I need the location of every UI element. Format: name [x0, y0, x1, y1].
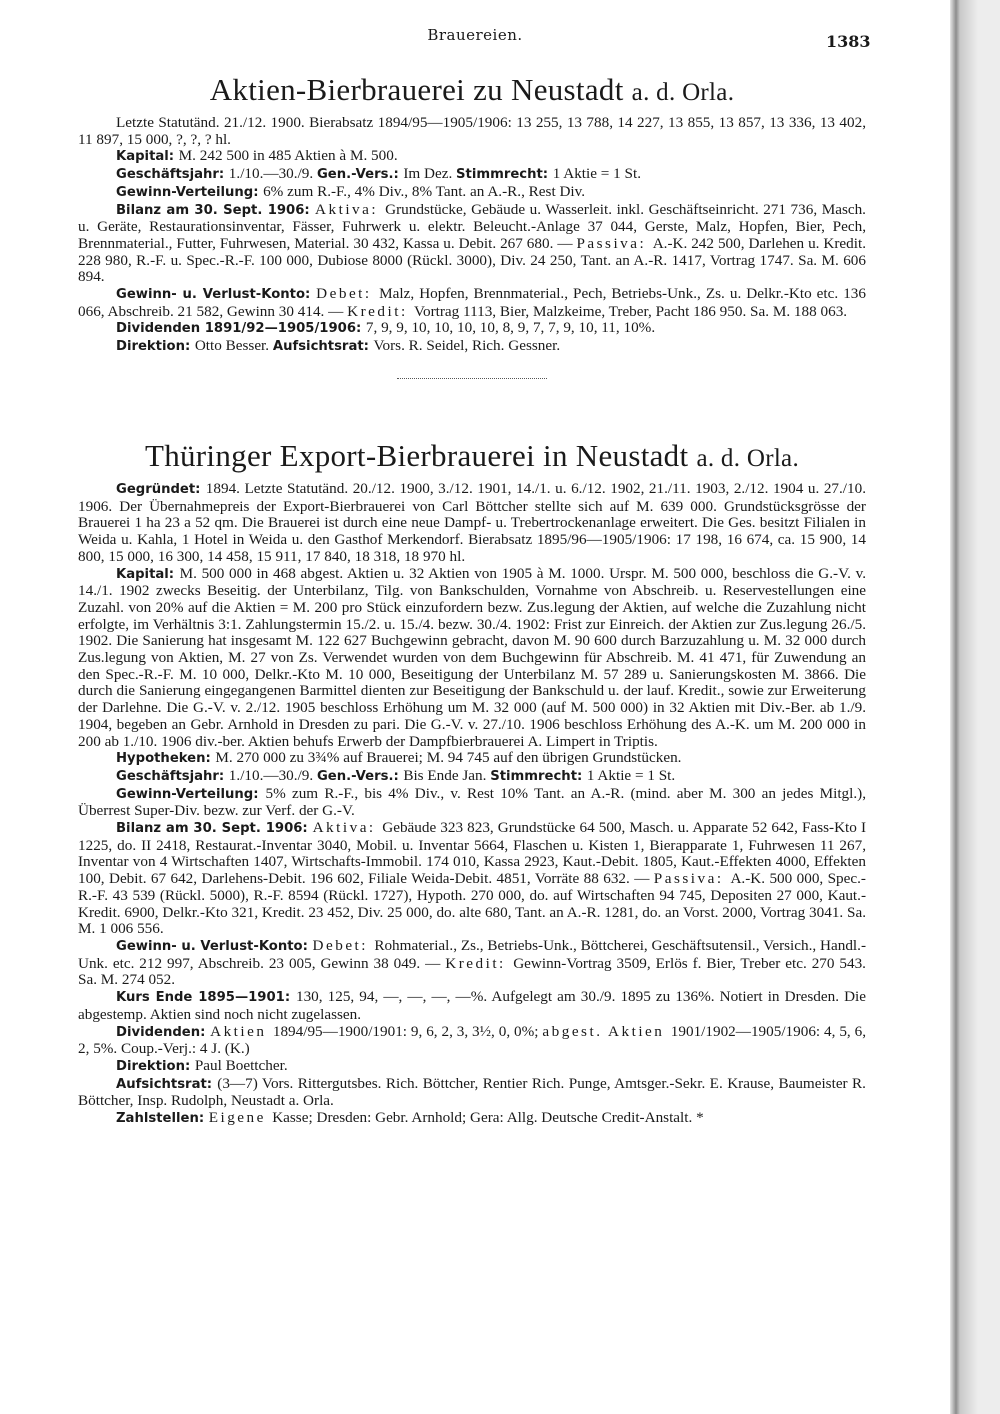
section-text: 1894/95—1900/1901: 9, 6, 2, 3, 3½, 0, 0%;	[272, 1022, 543, 1040]
entry-title-place: a. d. Orla.	[631, 79, 735, 106]
entry-paragraph	[78, 320, 866, 338]
section-label: Dividenden 1891/92—1905/1906:	[116, 321, 366, 337]
entry-paragraph	[78, 989, 866, 1023]
entry-paragraph	[78, 481, 866, 566]
spaced-label: Debet:	[312, 936, 375, 954]
spaced-label: Kredit:	[445, 954, 514, 972]
section-label: Gewinn- u. Verlust-Konto:	[116, 287, 317, 303]
section-text: Malz, Hopfen, Brennmaterial., Pech, Betriebs-Unk., Zs. u. Delkr.-Kto etc. 136 066, Abschreib. 21 582, Gewinn 30 414. —	[78, 285, 866, 320]
section-text: 5% zum R.-F., bis 4% Div., v. Rest 10% Tant. an A.-R. (mind. aber M. 300 an jedes Mitgl.), Überrest Super-Div. bezw. zur Verf. der G.-V.	[78, 784, 866, 820]
section-label: Zahlstellen:	[116, 1111, 209, 1127]
section-text: 1 Aktie = 1 St.	[552, 165, 641, 183]
section-label: Gewinn- u. Verlust-Konto:	[116, 938, 313, 954]
section-label: Direktion:	[116, 339, 195, 355]
section-label: Gen.-Vers.:	[316, 167, 404, 183]
section-label: Geschäftsjahr:	[116, 167, 229, 183]
spaced-label: Debet:	[316, 285, 380, 303]
entry-separator	[397, 378, 547, 379]
entry-paragraph	[78, 820, 866, 938]
section-label: Stimmrecht:	[490, 768, 587, 784]
section-text: Otto Besser.	[194, 337, 273, 355]
section-text: Kasse; Dresden: Gebr. Arnhold; Gera: Allg. Deutsche Credit-Anstalt. *	[272, 1109, 704, 1127]
section-label: Stimmrecht:	[456, 167, 553, 183]
section-text: 1901/1902—1905/1906: 4, 5, 6, 2, 5%. Coup.-Verj.: 4 J. (K.)	[78, 1022, 866, 1058]
entry-paragraph	[78, 184, 866, 202]
section-text: Paul Boettcher.	[194, 1056, 288, 1074]
section-text: 1./10.—30./9.	[228, 165, 317, 183]
section-text: Vors. R. Seidel, Rich. Gessner.	[373, 337, 561, 355]
entry-paragraph	[78, 338, 866, 356]
entry-title	[78, 438, 866, 477]
section-label: Gewinn-Verteilung:	[116, 786, 266, 802]
section-text: 7, 9, 9, 10, 10, 10, 10, 8, 9, 7, 7, 9, 10, 11, 10%.	[365, 319, 656, 337]
spaced-label: abgest. Aktien	[542, 1022, 671, 1040]
section-text: Im Dez.	[403, 165, 457, 183]
entry-paragraph	[78, 166, 866, 184]
section-text: A.-K. 500 000, Spec.-R.-F. 43 539 (Rückl. 5000), R.-F. 8594 (Rückl. 1727), Hypoth. 270 000, do. auf Wirtschaften 94 745, Depositen 27 000, Kaut.-Kredit. 6900, Delkr.-Kto 321, Kredit. 23 452, Div. 25 000, do. alte 680, Tant. an A.-R. 1281, do. an Vorst. 2000, Vortrag 3041. Sa. M. 1 006 556.	[78, 870, 866, 938]
entry-paragraph	[78, 938, 866, 989]
entry-paragraph	[78, 1110, 866, 1128]
section-text: 1894. Letzte Statutänd. 20./12. 1900, 3./12. 1901, 14./1. u. 6./12. 1902, 21./11. 1903, 2./12. 1904 u. 27./10. 1906. Der Übernahmepreis der Export-Bierbrauerei von Carl Böttcher stellte sich auf M. 639 000. Grundstücksgrösse der Brauerei 1 ha 23 a 52 qm. Die Brauerei ist durch eine neue Dampf- u. Trebertrockenanlage erweitert. Die Ges. besitzt Filialen in Weida u. Kahla, 1 Hotel in Weida u. den Gasthof Merkendorf. Bierabsatz 1895/96—1905/1906: 17 198, 16 674, ca. 15 900, 14 800, 15 000, 16 300, 14 458, 15 911, 17 840, 18 318, 18 970 hl.	[78, 480, 867, 565]
entry-thueringer-export-bierbrauerei	[78, 438, 866, 1128]
entry-title-company: Aktien-Bierbrauerei zu Neustadt	[209, 72, 632, 107]
entry-title	[78, 72, 866, 111]
running-head: Brauereien.	[427, 26, 523, 44]
section-label: Gegründet:	[116, 482, 206, 497]
section-text: (3—7) Vors. Rittergutsbes. Rich. Böttcher, Rentier Rich. Punge, Amtsger.-Sekr. E. Krause, Baumeister R. Böttcher, Insp. Rudolph, Neustadt a. Orla.	[78, 1074, 866, 1110]
entry-paragraph	[78, 115, 866, 148]
section-text: Gewinn-Vortrag 3509, Erlös f. Bier, Treber etc. 270 543. Sa. M. 274 052.	[78, 954, 866, 989]
section-label: Kurs Ende 1895—1901:	[116, 990, 296, 1006]
section-label: Gen.-Vers.:	[316, 768, 404, 784]
section-text: 1./10.—30./9.	[228, 766, 317, 784]
entry-paragraph	[78, 768, 866, 786]
spaced-label: Aktien	[210, 1022, 273, 1040]
section-label: Kapital:	[116, 149, 179, 165]
section-text: Letzte Statutänd. 21./12. 1900. Bierabsatz 1894/95—1905/1906: 13 255, 13 788, 14 227, 13 855, 13 857, 13 336, 13 402, 11 897, 15 000, ?, ?, ? hl.	[78, 114, 866, 148]
entry-paragraph	[78, 750, 866, 768]
entry-paragraph	[78, 786, 866, 820]
entry-paragraph	[78, 1024, 866, 1058]
spaced-label: Eigene	[208, 1109, 273, 1127]
entry-paragraph	[78, 148, 866, 166]
spaced-label: Aktiva:	[312, 819, 383, 837]
section-label: Dividenden:	[116, 1024, 211, 1040]
section-text: Vortrag 1113, Bier, Malzkeime, Treber, Pacht 186 950. Sa. M. 188 063.	[413, 302, 848, 320]
section-text: Rohmaterial., Zs., Betriebs-Unk., Böttcherei, Geschäftsutensil., Versich., Handl.-Unk. etc. 212 997, Abschreib. 23 005, Gewinn 38 049. —	[78, 936, 866, 972]
entry-paragraph	[78, 1058, 866, 1076]
section-label: Bilanz am 30. Sept. 1906:	[116, 821, 313, 837]
entry-paragraph	[78, 286, 866, 320]
spaced-label: Kredit:	[347, 302, 414, 320]
entry-title-company: Thüringer Export-Bierbrauerei in Neustadt	[144, 438, 697, 473]
section-text: Gebäude 323 823, Grundstücke 64 500, Masch. u. Apparate 52 642, Fass-Kto I 1225, do. II 2418, Restaurat.-Inventar 3040, Mobil. u. Inventar 5664, Flaschen u. Kisten 1, Bierapparate 1, Fuhrwesen 11 267, Inventar von 4 Wirtschaften 1407, Wirtschafts-Immobil. 174 010, Kassa 2923, Kaut.-Debit. 1805, Kaut.-Effekten 4000, Effekten 100, Debit. 67 642, Darlehens-Debit. 196 602, Filiale Weida-Debit. 4851, Vorräte 88 632. —	[78, 819, 867, 888]
section-text: M. 500 000 in 468 abgest. Aktien u. 32 Aktien von 1905 à M. 1000. Urspr. M. 500 000, beschloss die G.-V. v. 14./1. 1902 zwecks Beseitig. der Unterbilanz, Tilg. von Bankschulden, Vornahme von Abschreib. u. Reservestellungen eine Zuzahl. von 20% auf die Aktien = M. 200 pro Stück einzufordern bezw. Zus.legung der Aktien, auf welche die Zuzahlung nicht erfolgte, im Verhältnis 3:1. Zahlungstermin 15./2. u. 15./4. bezw. 30./4. 1902: Frist zur Einreich. der Aktien zur Zus.legung 26./5. 1902. Die Sanierung hat insgesamt M. 122 627 Buchgewinn gebracht, davon M. 90 600 durch Barzuzahlung u. M. 32 000 durch Zus.legung von Aktien, M. 27 von Zs. Verwendet wurden von dem Buchgewinn für Abschreib. M. 41 471, für Zuwendung an den Spec.-R.-F. M. 10 000, Delkr.-Kto M. 10 000, Beseitigung der Unterbilanz M. 57 289 u. Sanierungskosten M. 3866. Die durch die Sanierung eingegangenen Barmittel dienten zur Beseitigung der Bankschuld u. der lauf. Kredit., sowie zur Erweiterung der Darlehne. Die G.-V. v. 2./12. 1905 beschloss Erhöhung um M. 32 000 (auf M. 500 000) in 32 Aktien mit Div.-Ber. ab 1./9. 1904, begeben an Gebr. Arnhold in Dresden zu pari. Die G.-V. v. 27./10. 1906 beschloss Erhöhung des A.-K. um M. 200 000 in 200 ab 1./10. 1906 div.-ber. Aktien behufs Erwerb der Dampfbierbrauerei A. Limpert in Triptis.	[78, 564, 866, 750]
section-label: Aufsichtsrat:	[272, 339, 374, 355]
entry-aktien-bierbrauerei	[78, 72, 866, 379]
section-text: 130, 125, 94, —, —, —, —%. Aufgelegt am 30./9. 1895 zu 136%. Notiert in Dresden. Die abgestemp. Aktien sind noch nicht zugelassen.	[78, 988, 866, 1023]
section-label: Kapital:	[116, 566, 180, 582]
entry-paragraph	[78, 202, 866, 287]
section-label: Bilanz am 30. Sept. 1906:	[116, 202, 316, 218]
section-text: A.-K. 242 500, Darlehen u. Kredit. 228 980, R.-F. u. Spec.-R.-F. 100 000, Dubiose 8000 (Rückl. 3000), Div. 24 250, Tant. an A.-R. 1417, Vortrag 1747. Sa. M. 606 894.	[78, 234, 866, 286]
section-text: Grundstücke, Gebäude u. Wasserleit. inkl. Geschäftseinricht. 271 736, Masch. u. Geräte, Restaurationsinventar, Fässer, Fuhrwerk u. elektr. Beleucht.-Anlage 37 044, Gerste, Malz, Hopfen, Bier, Pech, Brennmaterial., Futter, Fuhrwesen, Material. 30 432, Kassa u. Debit. 267 680. —	[78, 200, 866, 252]
spaced-label: Passiva:	[576, 234, 653, 252]
section-text: 6% zum R.-F., 4% Div., 8% Tant. an A.-R., Rest Div.	[263, 182, 586, 200]
spaced-label: Passiva:	[653, 870, 731, 888]
section-text: M. 270 000 zu 3¾% auf Brauerei; M. 94 745 auf den übrigen Grundstücken.	[215, 749, 682, 767]
section-label: Geschäftsjahr:	[116, 768, 229, 784]
section-text: 1 Aktie = 1 St.	[586, 766, 676, 784]
section-text: M. 242 500 in 485 Aktien à M. 500.	[178, 147, 398, 165]
section-label: Direktion:	[116, 1058, 195, 1074]
spaced-label: Aktiva:	[315, 200, 386, 218]
entry-paragraph	[78, 566, 866, 751]
entry-paragraph	[78, 1076, 866, 1110]
section-label: Gewinn-Verteilung:	[116, 184, 264, 200]
section-label: Aufsichtsrat:	[116, 1076, 218, 1092]
section-text: Bis Ende Jan.	[403, 766, 491, 784]
book-gutter-shadow	[950, 0, 1000, 1414]
entry-title-place: a. d. Orla.	[696, 445, 800, 472]
section-label: Hypotheken:	[116, 751, 216, 767]
page-number: 1383	[826, 32, 871, 51]
